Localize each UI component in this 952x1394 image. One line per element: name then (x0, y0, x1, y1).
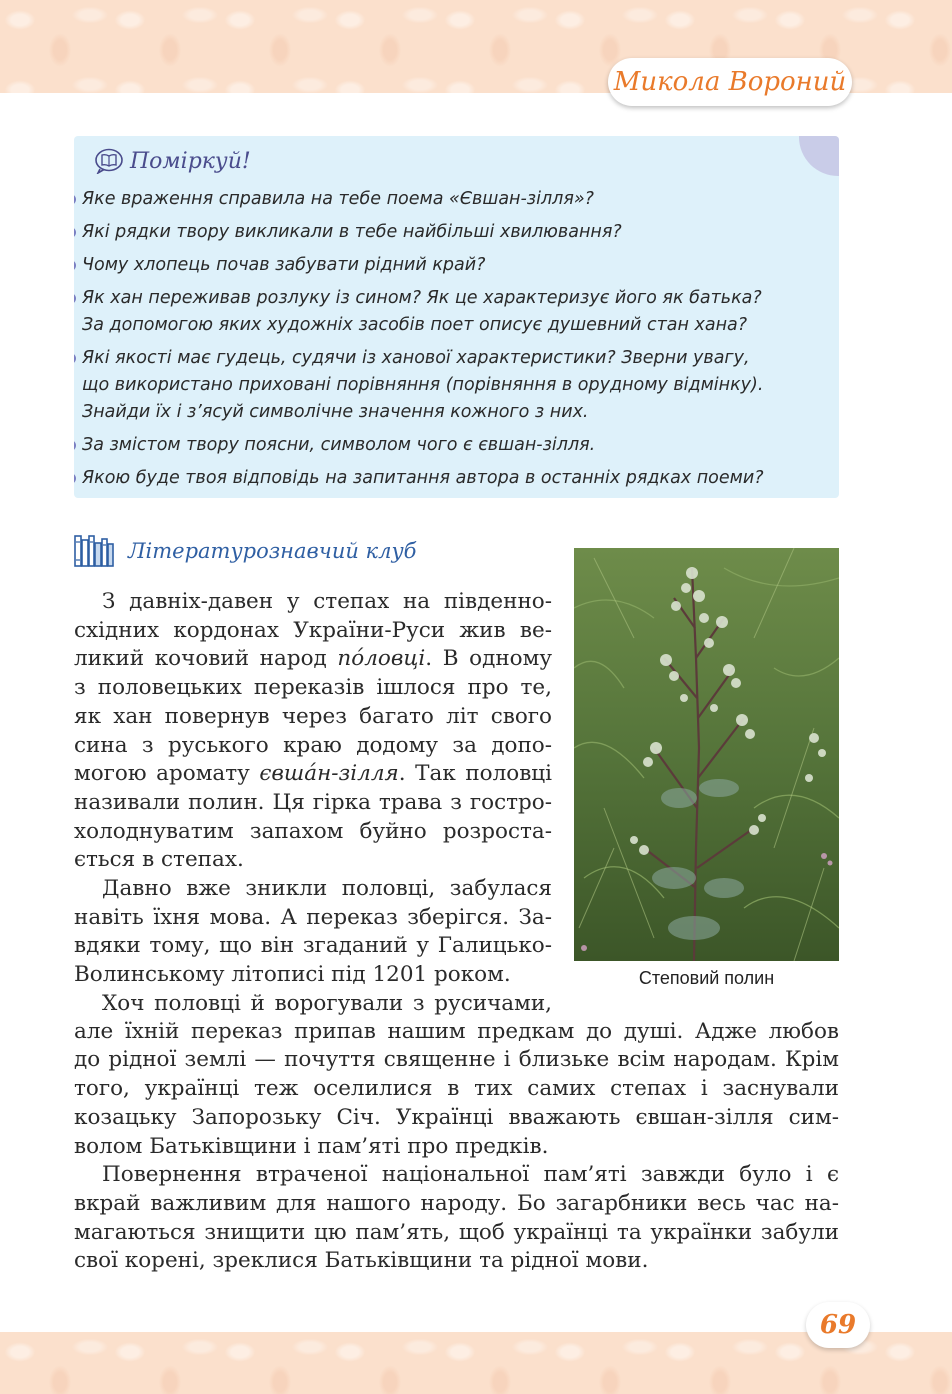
question-line: Знайди їх і з’ясуй символічне значення кожного з них. (82, 402, 589, 422)
text-line: вкрай важливим для нашого народу. Бо загарбники весь час на- (74, 1190, 839, 1216)
question-item (74, 465, 839, 492)
question-item (74, 285, 839, 339)
text-line: того, українці теж оселилися в тих самих степах і заснували (74, 1076, 839, 1102)
text-run: . Так половці (398, 761, 553, 787)
text-line: ється в степах. (74, 847, 244, 873)
term-polovtsi: по́ловці (337, 646, 426, 672)
bullet-icon (74, 227, 76, 238)
text-line: називали полин. Ця гірка трава з гостро- (74, 789, 552, 815)
text-line (74, 760, 552, 789)
text-line: вдяки тому, що він згаданий у Галицько- (74, 933, 552, 959)
term-yevshan-zillia: євша́н-зілля (259, 761, 399, 787)
question-line: Які рядки твору викликали в тебе найбільші хвилювання? (82, 222, 622, 242)
text-line: Волинському літописі під 1201 роком. (74, 962, 511, 988)
question-item (74, 186, 839, 213)
author-header-tab (608, 58, 852, 106)
text-line: козацьку Запорозьку Січ. Українці вважають євшан-зілля сим- (74, 1104, 839, 1130)
reflection-header (94, 148, 251, 174)
reflection-box (74, 136, 839, 498)
wormwood-photo (574, 548, 839, 961)
bottom-ornament-band (0, 1332, 952, 1394)
page-number (806, 1302, 870, 1348)
text-run: ликий кочовий народ (74, 646, 338, 672)
open-book-speech-icon (94, 148, 124, 174)
bullet-icon (74, 473, 76, 484)
text-line: Давно вже зникли половці, забулася (102, 876, 552, 902)
bullet-icon (74, 353, 76, 364)
text-run: . В одному (425, 646, 552, 672)
question-item (74, 219, 839, 246)
text-line: східних кордонах України-Руси жив ве- (74, 617, 552, 643)
bookshelf-icon (74, 534, 114, 568)
literary-club-header (74, 534, 416, 568)
club-title: Літературознавчий клуб (128, 539, 417, 563)
question-line: Якою буде твоя відповідь на запитання автора в останніх рядках поеми? (82, 468, 764, 488)
club-text-column (74, 588, 552, 1019)
wormwood-illustration (574, 548, 839, 961)
text-line: до рідної землі — почуття священне і близьке всім народам. Крім (74, 1047, 839, 1073)
question-item (74, 432, 839, 459)
text-line: як хан повернув через багато літ свого (74, 703, 552, 729)
text-line: магаються знищити цю пам’ять, щоб українці та українки забули (74, 1219, 839, 1245)
question-line: За змістом твору поясни, символом чого є євшан-зілля. (82, 435, 596, 455)
corner-decoration (799, 136, 839, 176)
question-item (74, 252, 839, 279)
text-line: Хоч половці й ворогували з русичами, (102, 990, 552, 1016)
question-line: Чому хлопець почав забувати рідний край? (82, 255, 486, 275)
text-line: свої корені, зреклися Батьківщини та рідної мови. (74, 1248, 649, 1274)
reflection-title: Поміркуй! (130, 148, 251, 174)
club-text-full (74, 989, 839, 1276)
page-number-text: 69 (819, 1310, 857, 1340)
text-line (74, 645, 552, 674)
text-line: Повернення втраченої національної пам’яті завжди було і є (102, 1162, 839, 1188)
bullet-icon (74, 293, 76, 304)
text-line: з половецьких переказів ішлося про те, (74, 675, 552, 701)
question-line: Як хан переживав розлуку із сином? Як це характеризує його як батька? (82, 288, 762, 308)
bullet-icon (74, 440, 76, 451)
text-line: але їхній переказ припав нашим предкам до душі. Адже любов (74, 1018, 839, 1044)
question-item (74, 345, 839, 426)
question-list (74, 186, 839, 498)
text-line: З давніх-давен у степах на південно- (102, 589, 552, 614)
bullet-icon (74, 260, 76, 271)
text-line: сина з руського краю додому за допо- (74, 732, 552, 758)
question-line: Які якості має гудець, судячи із ханової характеристики? Зверни увагу, (82, 348, 750, 368)
author-name: Микола Вороний (613, 67, 847, 97)
question-line: Яке враження справила на тебе поема «Євшан-зілля»? (82, 189, 594, 209)
question-line: що використано приховані порівняння (порівняння в орудному відмінку). (82, 375, 764, 395)
text-line: волом Батьківщини і пам’яті про предків. (74, 1133, 549, 1159)
question-line: За допомогою яких художніх засобів поет описує душевний стан хана? (82, 315, 748, 335)
photo-caption: Степовий полин (638, 968, 775, 988)
text-line: навіть їхня мова. А переказ зберігся. За- (74, 904, 552, 930)
text-line: холоднуватим запахом буйно розроста- (74, 818, 552, 844)
text-run: могою аромату (74, 761, 260, 787)
bullet-icon (74, 194, 76, 205)
